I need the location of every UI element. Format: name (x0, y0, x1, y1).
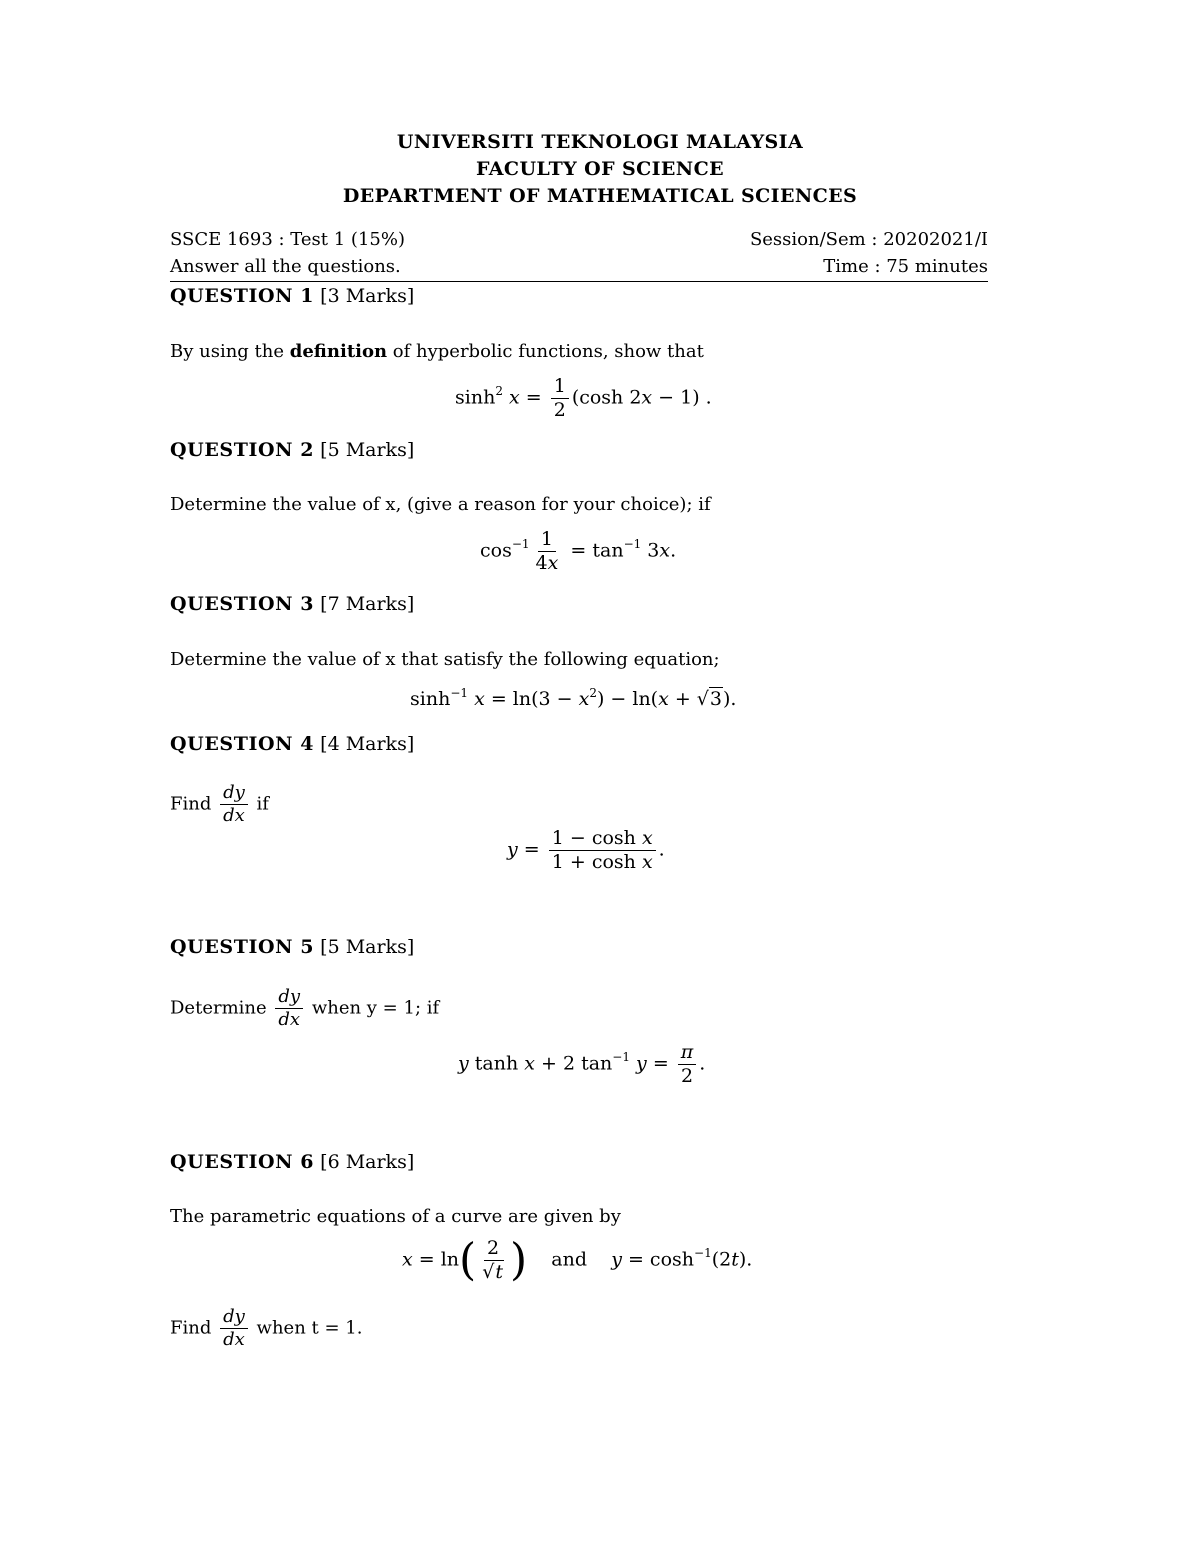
question-3-heading (170, 593, 414, 615)
department-name: DEPARTMENT OF MATHEMATICAL SCIENCES (342, 185, 858, 207)
question-label: QUESTION 4 (170, 733, 315, 755)
question-2-text: Determine the value of x, (give a reason for your choice); if (170, 494, 711, 515)
question-4-text: Find $\frac{dy}{dx}$ if (170, 782, 269, 826)
instruction: Answer all the questions. (170, 256, 401, 277)
equation-1: $\sinh^2 x$ = $\frac{1}{2}$ (cosh 2x − 1) . (455, 375, 712, 421)
faculty-name: FACULTY OF SCIENCE (476, 158, 724, 180)
question-5-text: Determine $\frac{dy}{dx}$ when y = 1; if (170, 986, 440, 1030)
equation-6: x = ln( $\frac{2}{√t}$ ) and $y = \cosh^{-1}(2t)$. (402, 1234, 753, 1286)
emphasis-definition: definition (289, 341, 388, 362)
question-label: QUESTION 1 (170, 285, 315, 307)
equation-2: $\cos^{-1}$ $\frac{1}{4x}$ = $\tan^{-1} 3x$. (480, 528, 677, 574)
question-marks: [4 Marks] (320, 733, 415, 755)
question-5-heading (170, 936, 414, 958)
question-6-heading (170, 1151, 414, 1173)
question-4-heading (170, 733, 414, 755)
question-1-heading (170, 285, 414, 307)
question-label: QUESTION 5 (170, 936, 315, 958)
question-marks: [6 Marks] (320, 1151, 415, 1173)
equation-4: y = $\frac{\text{1 − cosh x}}{\text{1 + cosh x}}$ . (507, 827, 665, 873)
university-name: UNIVERSITI TEKNOLOGI MALAYSIA (396, 131, 804, 153)
question-marks: [7 Marks] (320, 593, 415, 615)
question-marks: [3 Marks] (320, 285, 415, 307)
question-marks: [5 Marks] (320, 439, 415, 461)
question-label: QUESTION 3 (170, 593, 315, 615)
time-limit: Time : 75 minutes (823, 256, 988, 277)
question-6-text: The parametric equations of a curve are given by (170, 1206, 621, 1227)
question-2-heading (170, 439, 414, 461)
session-sem: Session/Sem : 20202021/I (749, 229, 988, 250)
question-marks: [5 Marks] (320, 936, 415, 958)
question-3-text: Determine the value of x that satisfy the following equation; (170, 649, 720, 670)
equation-3: $\sinh^{-1} x = \ln(3 - x^2) - \ln(x + √3)$. (410, 686, 737, 710)
question-1-text: By using the definition of hyperbolic functions, show that (170, 341, 704, 362)
question-6-find: Find $\frac{dy}{dx}$ when t = 1. (170, 1306, 363, 1350)
question-label: QUESTION 2 (170, 439, 315, 461)
question-label: QUESTION 6 (170, 1151, 315, 1173)
course-code: SSCE 1693 : Test 1 (15%) (170, 229, 405, 250)
equation-5: y tanh x + 2 $\tan^{-1} y$ = $\frac{\pi}{2}$ . (458, 1041, 706, 1087)
header-rule (170, 281, 988, 282)
